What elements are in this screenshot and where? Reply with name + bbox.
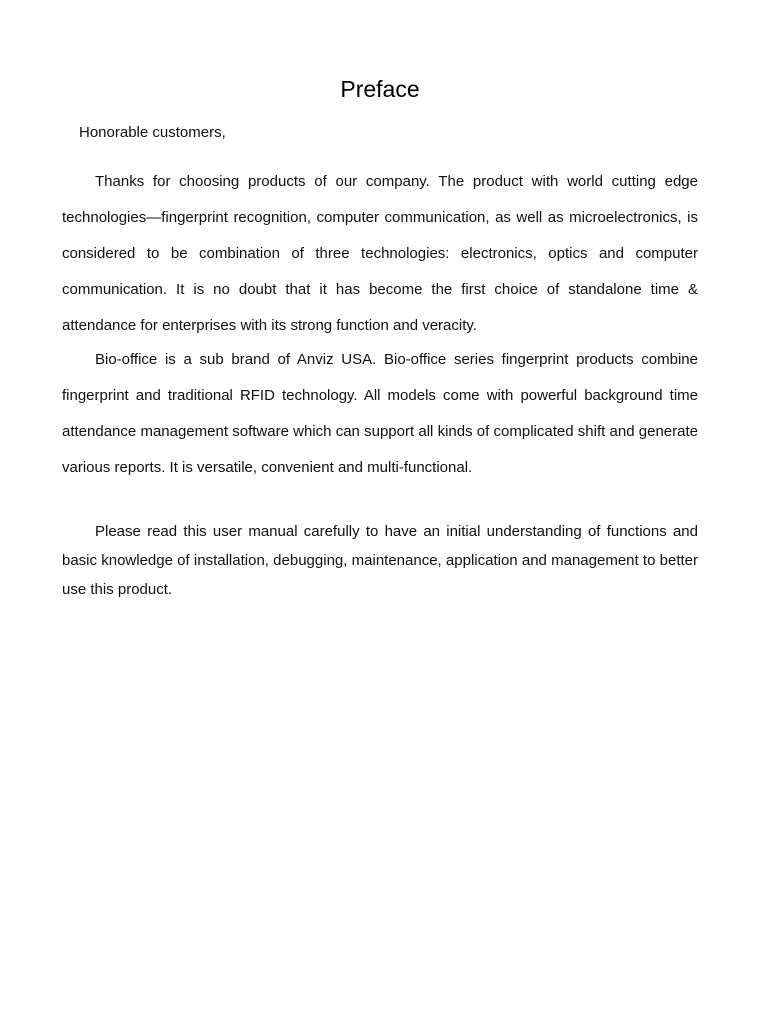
paragraph-bio-office <box>62 342 698 486</box>
page-title: Preface <box>340 76 420 102</box>
paragraph-text: Thanks for choosing products of our company. The product with world cutting edge technologies—fingerprint recognition, computer communication, as well as microelectronics, is considered to be combination of three technologies: electronics, optics and computer communication. It is no doubt that it has become the first choice of standalone time & attendance for enterprises with its strong function and veracity. <box>62 173 698 334</box>
paragraph-text: Please read this user manual carefully to have an initial understanding of functions and basic knowledge of installation, debugging, maintenance, application and management to better use this product. <box>62 523 698 598</box>
paragraph-read-manual <box>62 517 698 604</box>
paragraph-text: Bio-office is a sub brand of Anviz USA. Bio-office series fingerprint products combine fingerprint and traditional RFID technology. All models come with powerful background time attendance management software which can support all kinds of complicated shift and generate various reports. It is versatile, convenient and multi-functional. <box>62 351 698 476</box>
paragraph-intro <box>62 164 698 344</box>
salutation: Honorable customers, <box>79 124 226 141</box>
